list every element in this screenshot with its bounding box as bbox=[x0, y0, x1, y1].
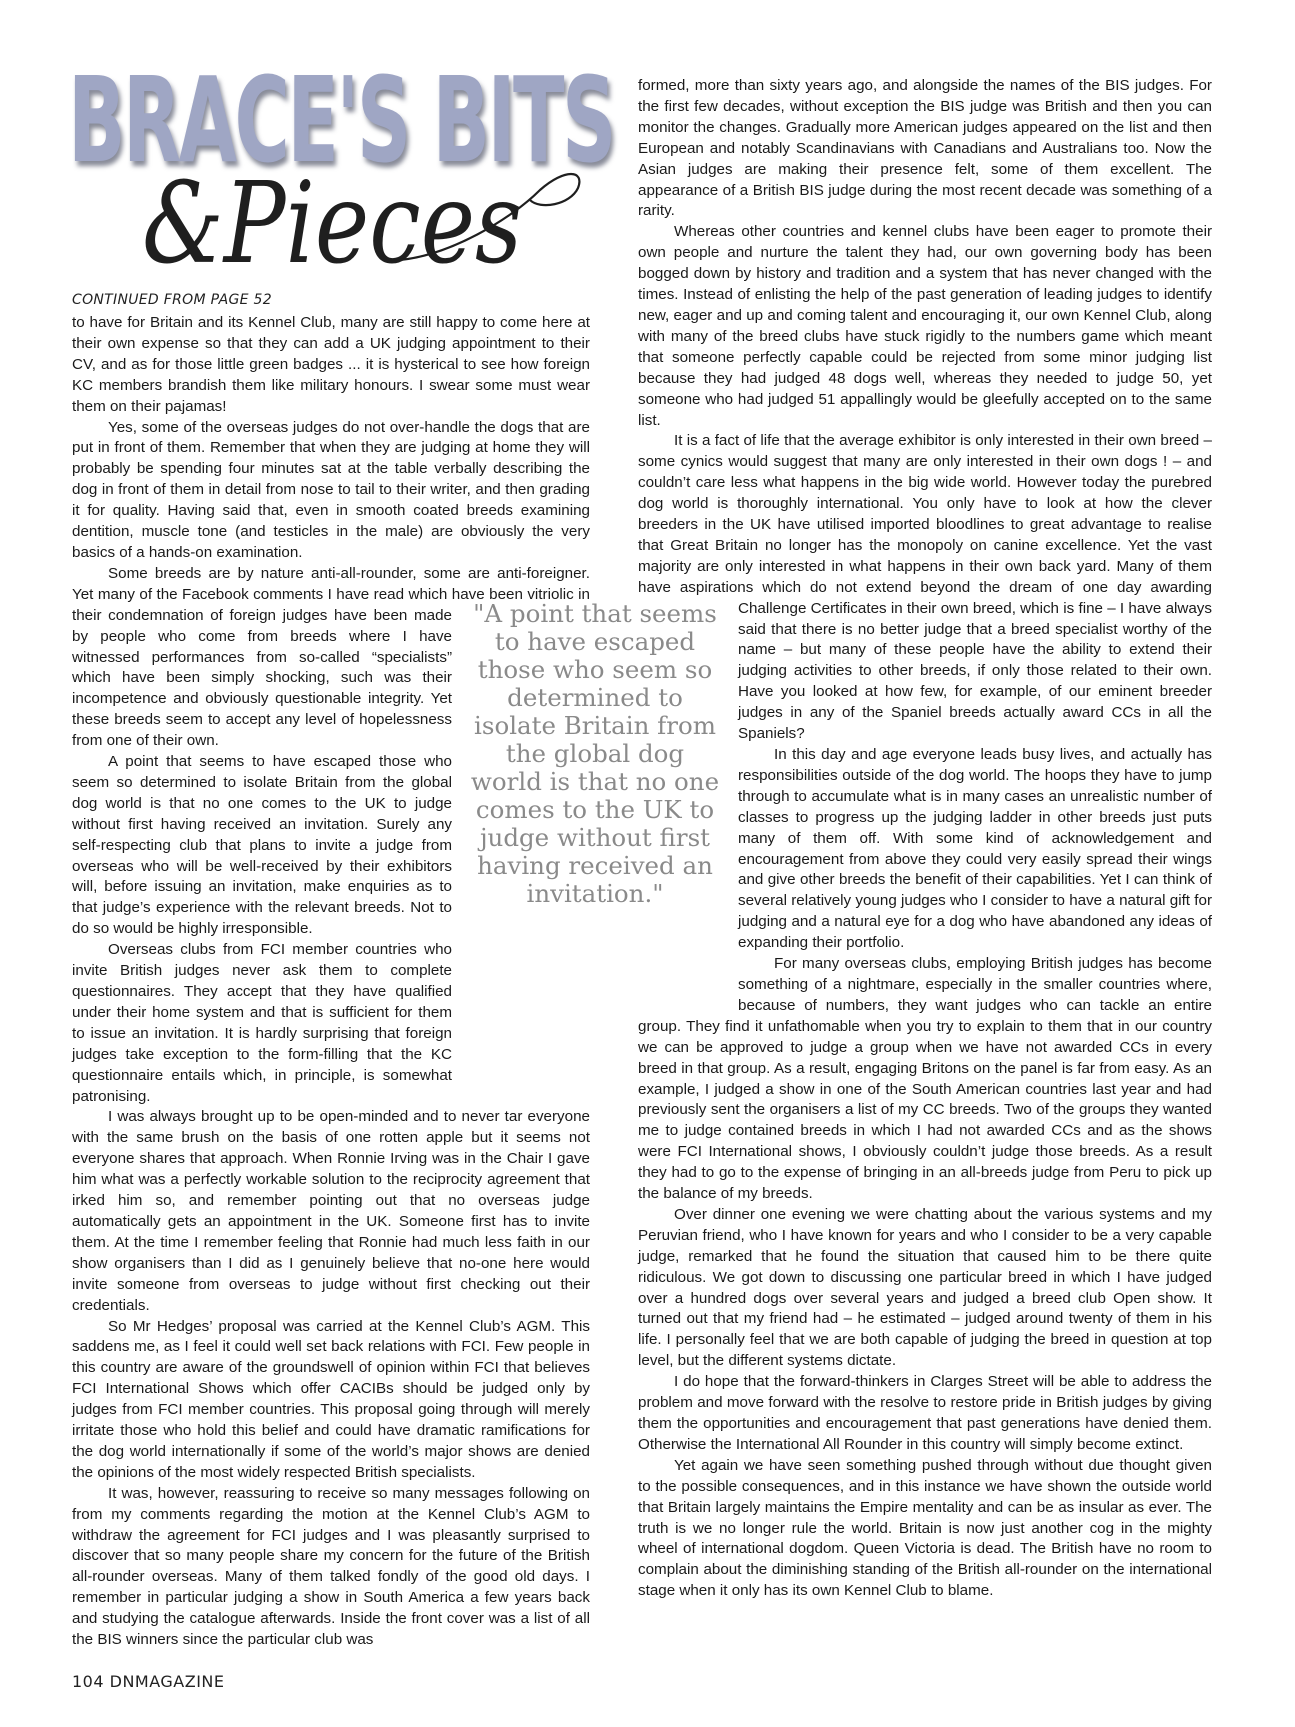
article-paragraph: For many overseas clubs, employing British judges has become something of a nightmare, especially in the smaller countries where, because of numbers, they want judges who can tackle an entire group. They find it unfathomable when you try to explain to them that in our country we can be approved to judge a group when we have not awarded CCs in every breed in that group. As a result, engaging Britons on the panel is far from easy. As an example, I judged a show in one of the South American countries last year and had previously sent the organisers a list of my CC breeds. Two of the groups they wanted me to judge contained breeds in which I had not awarded CCs and as the shows were FCI International shows, I obviously couldn’t judge those breeds. As a result they had to go to the expense of bringing in an all-breeds judge from Peru to pick up the balance of my breeds. bbox=[638, 955, 1212, 1203]
masthead bbox=[60, 51, 614, 290]
article-paragraph: A point that seems to have escaped those who seem so determined to isolate Britain from the global dog world is that no one comes to the UK to judge without first having received an invitation. Surely any self-respecting club that plans to invite a judge from overseas who will be well-received by their exhibitors will, before issuing an invitation, make enquiries as to that judge’s experience with the relevant breeds. Not to do so would be highly irresponsible. bbox=[72, 753, 452, 938]
masthead-title: BRACE'S BITS bbox=[68, 51, 614, 189]
article-paragraph: Overseas clubs from FCI member countries who invite British judges never ask them to complete questionnaires. They accept that they have qualified under their home system and that is sufficient for them to issue an invitation. It is hardly surprising that foreign judges take exception to the form-filling that the KC questionnaire entails which, in principle, is somewhat patronising. bbox=[72, 941, 452, 1105]
article-paragraph: In this day and age everyone leads busy lives, and actually has responsibilities outside of the dog world. The hoops they have to jump through to accumulate what is in many cases an unrealistic number of classes to progress up the judging ladder in other breeds just puts many of them off. With some kind of acknowledgement and encouragement from above they could very easily spread their wings and give other breeds the benefit of their capabilities. Yet I can think of several relatively young judges who I consider to have a natural gift for judging and a natural eye for a dog who have abandoned any ideas of expanding their portfolio. bbox=[738, 746, 1212, 952]
article-right-column bbox=[638, 76, 1212, 1602]
article-paragraph: I was always brought up to be open-minded and to never tar everyone with the same brush on the basis of one rotten apple but it seems not everyone shares that approach. When Ronnie Irving was in the Chair I gave him what was a perfectly workable solution to the reciprocity agreement that irked him so, and remember pointing out that no overseas judge automatically gets an appointment in the UK. Someone first has to invite them. At the time I remember feeling that Ronnie had much less faith in our show organisers than I did as I genuinely believe that no-one here would invite someone from overseas to judge without first checking out their credentials. bbox=[72, 1108, 590, 1314]
article-paragraph: I do hope that the forward-thinkers in Clarges Street will be able to address the problem and move forward with the resolve to restore pride in British judges by giving them the opportunities and encouragement that past generations have denied them. Otherwise the International All Rounder in this country will simply become extinct. bbox=[638, 1373, 1212, 1453]
article-paragraph: Yet again we have seen something pushed through without due thought given to the possible consequences, and in this instance we have shown the outside world that Britain largely maintains the Empire mentality and can be as insular as ever. The truth is we no longer rule the world. Britain is now just another cog in the mighty wheel of international dogdom. Queen Victoria is dead. The British have no room to complain about the diminishing standing of the British all-rounder on the international stage when it only has its own Kennel Club to blame. bbox=[638, 1456, 1212, 1600]
article-paragraph: It is a fact of life that the average exhibitor is only interested in their own breed – some cynics would suggest that many are only interested in their own dogs ! – and couldn’t care less what happens in the big wide world. However today the purebred dog world is thoroughly international. You only have to look at how the clever breeders in the UK have utilised imported bloodlines to great advantage to realise that Great Britain no longer has the monopoly on canine excellence. Yet the vast majority are only interested in what happens in their own back yard. Many of them have aspirations which do not extend beyond the dream of one day awarding Challenge Certificates in their own breed, which is fine – I have always said that there is no better judge that a breed specialist worthy of the name – but many of these people have the ability to extend their judging activities to other breeds, if only those related to their own. Have you looked at how few, for example, of our eminent breeder judges in any of the Spaniel breeds actually award CCs in all the Spaniels? bbox=[638, 432, 1212, 743]
article-paragraph: It was, however, reassuring to receive so many messages following on from my comments regarding the motion at the Kennel Club’s AGM to withdraw the agreement for FCI judges and I was pleasantly surprised to discover that so many people share my concern for the future of the British all-rounder overseas. Many of them talked fondly of the good old days. I remember in particular judging a show in South America a few years back and studying the catalogue afterwards. Inside the front cover was a list of all the BIS winners since the particular club was bbox=[72, 1484, 590, 1649]
page-footer bbox=[72, 1672, 225, 1691]
article-paragraph: Some breeds are by nature anti-all-rounder, some are anti-foreigner. Yet many of the Facebook comments I have read which have been vitriolic in their condemnation of foreign judges have been made by people who come from breeds where I have witnessed performances from so-called “specialists” which have been simply shocking, such was their incompetence and obviously questionable integrity. Yet these breeds seem to accept any level of hopelessness from one of their own. bbox=[72, 564, 590, 750]
script-swash-ornament bbox=[390, 160, 590, 270]
article-paragraph: Over dinner one evening we were chatting about the various systems and my Peruvian friend, who I have known for years and who I consider to be a very capable judge, remarked that he found the situation that caused him to be there quite ridiculous. We got down to discussing one particular breed in which I have judged over a hundred dogs over several years and judged a breed club Open show. It turned out that my friend had – he estimated – judged around twenty of them in his life. I personally feel that we are both capable of judging the breed in question at top level, but the different systems dictate. bbox=[638, 1205, 1212, 1370]
publication-name: DNMAGAZINE bbox=[109, 1672, 225, 1691]
article-paragraph: Yes, some of the overseas judges do not over-handle the dogs that are put in front of them. Remember that when they are judging at home they will probably be spending four minutes sat at the table verbally describing the dog in front of them in detail from nose to tail to their writer, and then grading it for quality. Having said that, even in smooth coated breeds examining dentition, muscle tone (and testicles in the male) are obviously the very basics of a hands-on examination. bbox=[72, 418, 590, 561]
article-paragraph: to have for Britain and its Kennel Club, many are still happy to come here at their own expense so that they can add a UK judging appointment to their CV, and as for those little green badges ... it is hysterical to see how foreign KC members brandish them like military honours. I swear some must wear them on their pajamas! bbox=[72, 314, 590, 415]
article-left-column bbox=[72, 313, 590, 1651]
pull-quote: "A point that seems to have escaped those who seem so determined to isolate Britain from the global dog world is that no one comes to the UK to judge without first having received an invitation." bbox=[470, 599, 720, 908]
masthead-script-title: &Pieces bbox=[142, 159, 523, 289]
page-number: 104 bbox=[72, 1672, 105, 1691]
article-paragraph: So Mr Hedges’ proposal was carried at the Kennel Club’s AGM. This saddens me, as I feel it could well set back relations with FCI. Few people in this country are aware of the groundswell of opinion within FCI that believes FCI International Shows which offer CACIBs should be judged only by judges from FCI member countries. This proposal going through will merely irritate those who hold this belief and could have dramatic ramifications for the dog world internationally if some of the world’s major shows are denied the opinions of the most widely respected British specialists. bbox=[72, 1317, 590, 1481]
continued-from-label: CONTINUED FROM PAGE 52 bbox=[72, 292, 272, 308]
article-paragraph: formed, more than sixty years ago, and alongside the names of the BIS judges. For the first few decades, without exception the BIS judge was British and then you can monitor the changes. Gradually more American judges appeared on the list and then European and notably Scandinavians with Canadians and Australians too. Now the Asian judges are making their presence felt, some of them excellent. The appearance of a British BIS judge during the most recent decade was something of a rarity. bbox=[638, 77, 1212, 220]
article-paragraph: Whereas other countries and kennel clubs have been eager to promote their own people and nurture the talent they had, our own governing body has been bogged down by history and tradition and a system that has never changed with the times. Instead of enlisting the help of the past generation of leading judges to identify new, eager and up and coming talent and encouraging it, our own Kennel Club, along with many of the breed clubs have stuck rigidly to the numbers game which meant that someone perfectly capable could be rejected from some minor judging list because they had judged 48 dogs well, whereas they needed to judge 50, yet someone who had judged 51 appallingly would be gleefully accepted on to the same list. bbox=[638, 223, 1212, 429]
